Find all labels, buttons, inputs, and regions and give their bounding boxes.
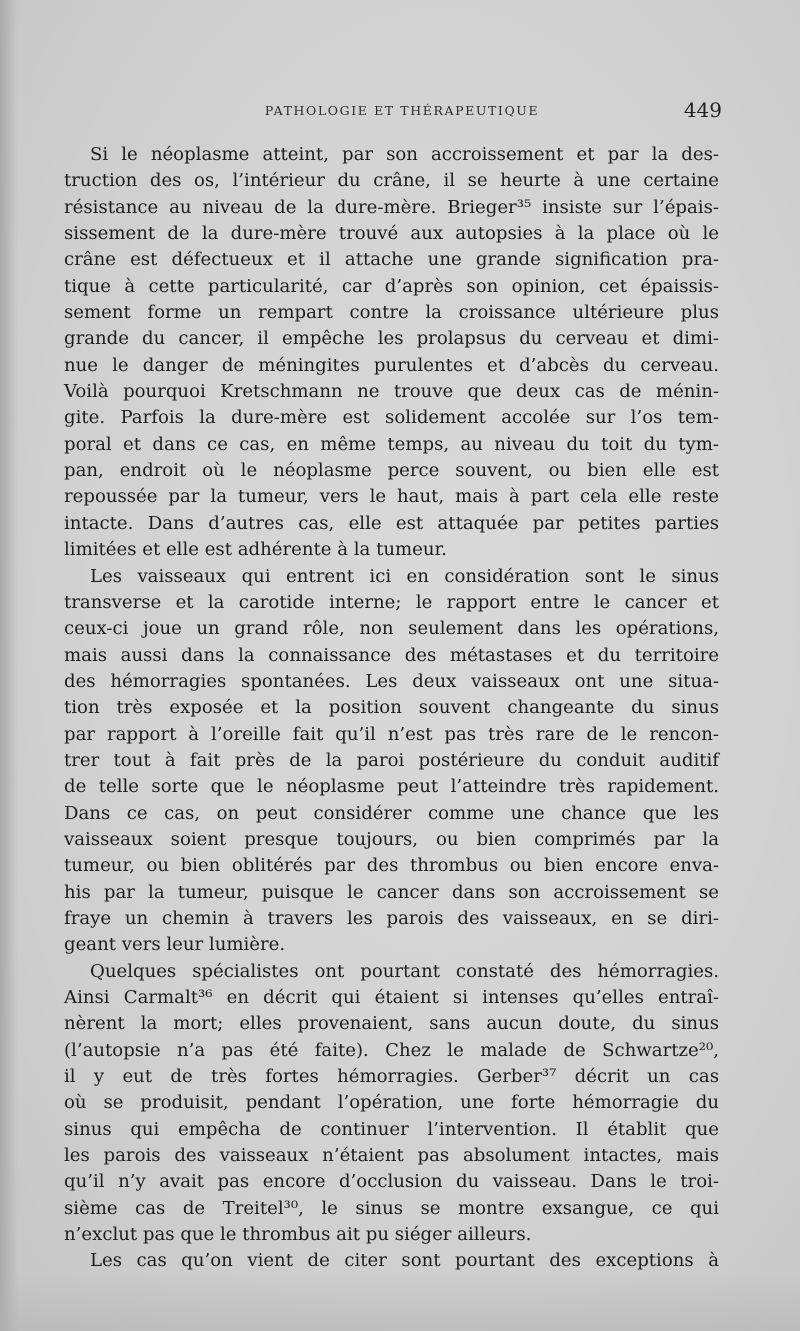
text-line: gite. Parfois la dure-mère est solidement accolée sur l’os tem- bbox=[64, 407, 719, 429]
body-text bbox=[64, 142, 719, 1275]
text-line: les parois des vaisseaux n’étaient pas absolument intactes, mais bbox=[64, 1145, 719, 1167]
text-line: par rapport à l’oreille fait qu’il n’est pas très rare de le rencon- bbox=[64, 723, 719, 745]
text-line: sième cas de Treitel³⁰, le sinus se montre exsangue, ce qui bbox=[64, 1197, 719, 1219]
text-line: his par la tumeur, puisque le cancer dans son accroissement se bbox=[64, 881, 719, 903]
running-title: PATHOLOGIE ET THÉRAPEUTIQUE bbox=[264, 103, 540, 118]
text-line: Dans ce cas, on peut considérer comme une chance que les bbox=[64, 802, 719, 824]
text-line: Les cas qu’on vient de citer sont pourtant des exceptions à bbox=[90, 1250, 719, 1272]
text-line: limitées et elle est adhérente à la tumeur. bbox=[64, 539, 447, 561]
text-line: Ainsi Carmalt³⁶ en décrit qui étaient si intenses qu’elles entraî- bbox=[64, 987, 719, 1008]
text-line: repoussée par la tumeur, vers le haut, mais à part cela elle reste bbox=[64, 486, 719, 508]
text-line: Si le néoplasme atteint, par son accroissement et par la des- bbox=[90, 144, 719, 165]
text-line: de telle sorte que le néoplasme peut l’atteindre très rapidement. bbox=[64, 776, 719, 798]
page-number: 449 bbox=[683, 98, 722, 122]
running-head bbox=[86, 98, 722, 127]
text-line: tique à cette particularité, car d’après son opinion, cet épaissis- bbox=[64, 275, 719, 297]
text-line: fraye un chemin à travers les parois des vaisseaux, en se diri- bbox=[64, 907, 719, 929]
text-line: des hémorragies spontanées. Les deux vaisseaux ont une situa- bbox=[64, 670, 719, 692]
text-line: résistance au niveau de la dure-mère. Brieger³⁵ insiste sur l’épais- bbox=[64, 196, 719, 218]
text-line: sissement de la dure-mère trouvé aux autopsies à la place où le bbox=[64, 223, 719, 245]
text-line: Les vaisseaux qui entrent ici en considération sont le sinus bbox=[90, 565, 719, 587]
text-line: nèrent la mort; elles provenaient, sans aucun doute, du sinus bbox=[64, 1013, 719, 1035]
text-line: Voilà pourquoi Kretschmann ne trouve que deux cas de ménin- bbox=[64, 381, 719, 403]
text-line: transverse et la carotide interne; le rapport entre le cancer et bbox=[64, 591, 719, 613]
text-line: intacte. Dans d’autres cas, elle est attaquée par petites parties bbox=[64, 512, 719, 534]
text-line: crâne est défectueux et il attache une grande signification pra- bbox=[64, 249, 719, 271]
text-line: geant vers leur lumière. bbox=[64, 934, 286, 956]
text-line: truction des os, l’intérieur du crâne, il se heurte à une certaine bbox=[64, 170, 719, 192]
text-line: (l’autopsie n’a pas été faite). Chez le malade de Schwartze²⁰, bbox=[64, 1039, 719, 1061]
text-line: où se produisit, pendant l’opération, une forte hémorragie du bbox=[64, 1092, 719, 1114]
text-line: mais aussi dans la connaissance des métastases et du territoire bbox=[64, 644, 719, 666]
text-line: pan, endroit où le néoplasme perce souvent, ou bien elle est bbox=[64, 460, 719, 482]
text-line: ceux-ci joue un grand rôle, non seulement dans les opérations, bbox=[64, 618, 719, 640]
text-line: qu’il n’y avait pas encore d’occlusion du vaisseau. Dans le troi- bbox=[64, 1171, 719, 1193]
text-line: tion très exposée et la position souvent changeante du sinus bbox=[64, 697, 719, 719]
text-line: poral et dans ce cas, en même temps, au niveau du toit du tym- bbox=[64, 433, 719, 455]
text-line: grande du cancer, il empêche les prolapsus du cerveau et dimi- bbox=[64, 328, 719, 350]
text-line: n’exclut pas que le thrombus ait pu siéger ailleurs. bbox=[64, 1224, 532, 1246]
text-line: nue le danger de méningites purulentes et d’abcès du cerveau. bbox=[64, 354, 719, 376]
page-edge-shadow bbox=[0, 0, 18, 1331]
text-line: sinus qui empêcha de continuer l’intervention. Il établit que bbox=[64, 1118, 719, 1140]
text-line: sement forme un rempart contre la croissance ultérieure plus bbox=[64, 302, 719, 324]
text-line: il y eut de très fortes hémorragies. Gerber³⁷ décrit un cas bbox=[64, 1066, 719, 1088]
text-line: vaisseaux soient presque toujours, ou bien comprimés par la bbox=[64, 828, 719, 850]
text-line: Quelques spécialistes ont pourtant constaté des hémorragies. bbox=[90, 960, 719, 982]
text-line: tumeur, ou bien oblitérés par des thrombus ou bien encore enva- bbox=[64, 855, 719, 877]
page-bottom-shadow bbox=[0, 1271, 800, 1331]
text-line: trer tout à fait près de la paroi postérieure du conduit auditif bbox=[64, 749, 719, 771]
